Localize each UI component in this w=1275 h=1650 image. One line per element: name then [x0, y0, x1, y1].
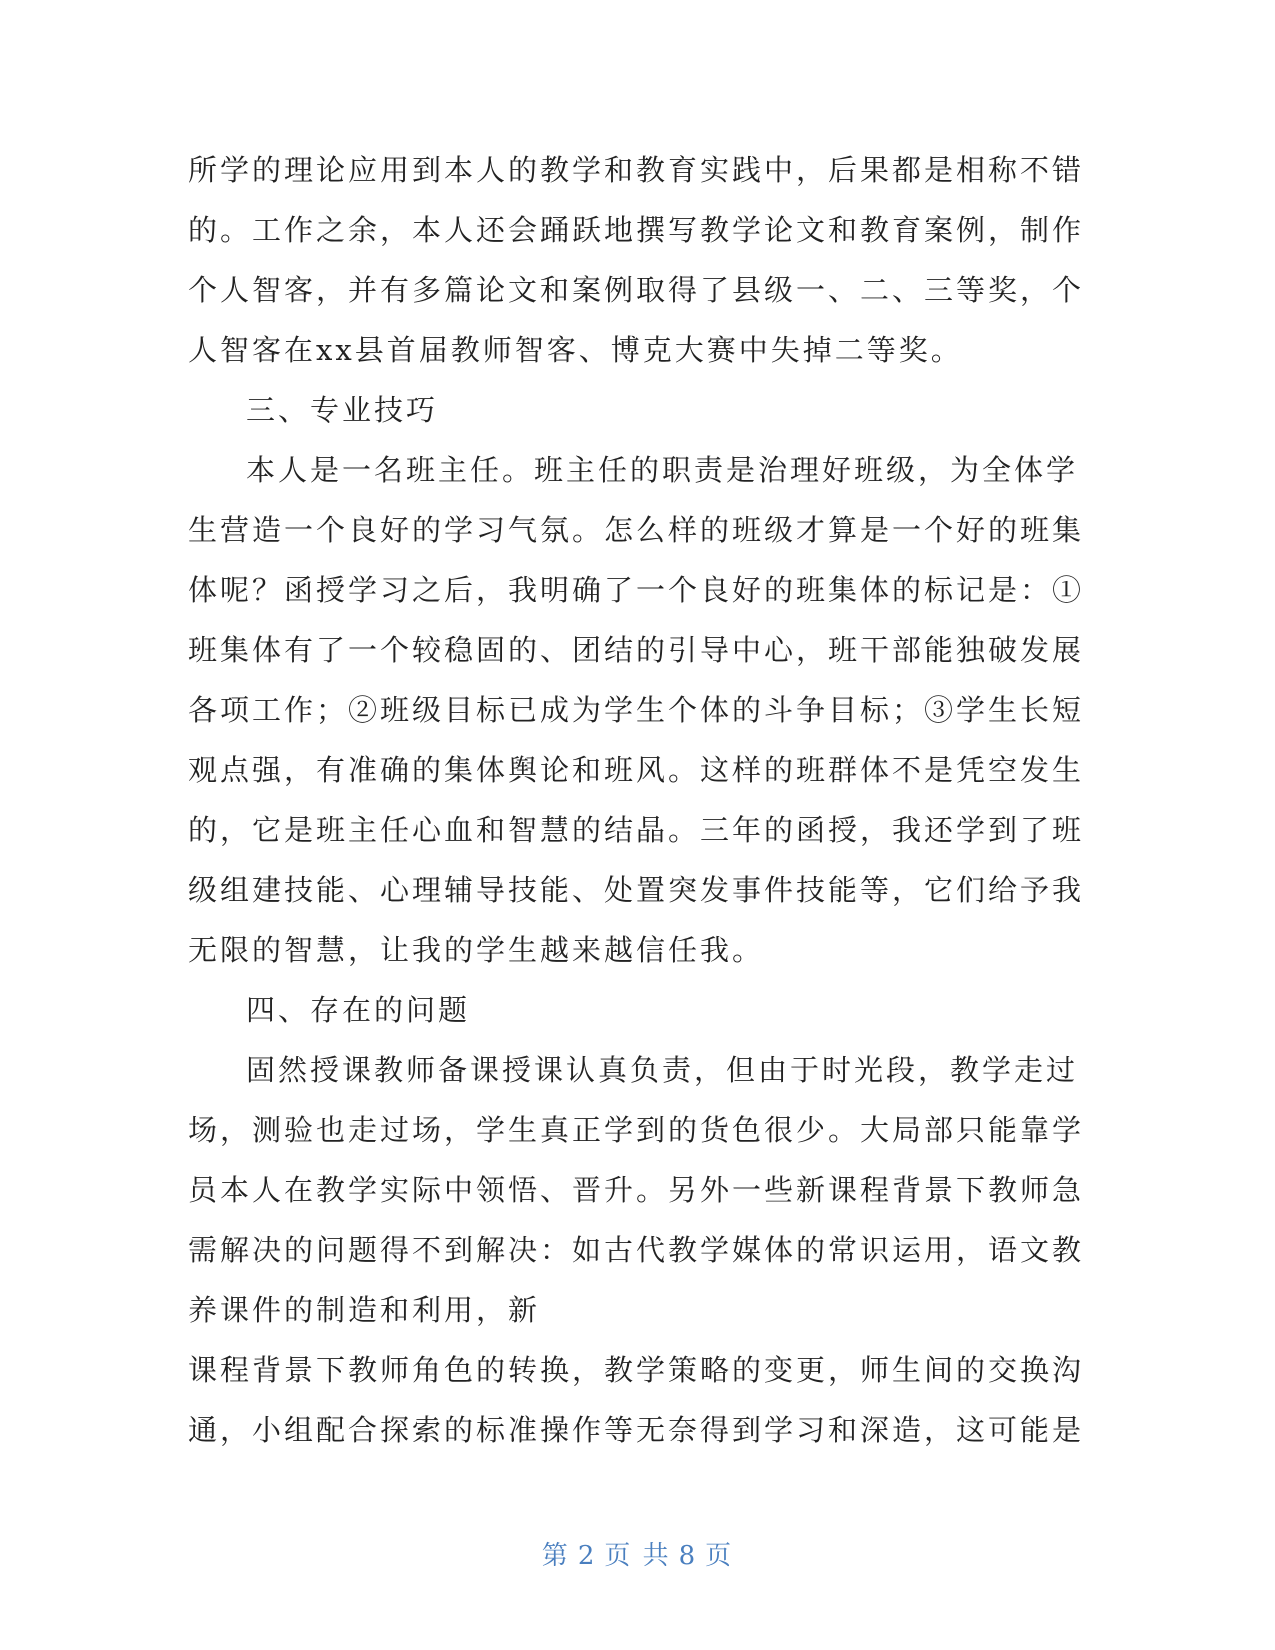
total-page-count: 8 — [678, 1541, 698, 1571]
footer-suffix: 页 — [705, 1541, 734, 1571]
text-line: 养课件的制造和利用，新 — [188, 1293, 541, 1327]
section-heading-problems: 四、存在的问题 — [246, 993, 471, 1027]
footer-middle: 页 共 — [604, 1541, 671, 1571]
section-heading-skills: 三、专业技巧 — [246, 393, 439, 427]
text-line: 个人智客，并有多篇论文和案例取得了县级一、二、三等奖，个 — [188, 273, 1085, 307]
paragraph-first-line: 固然授课教师备课授课认真负责，但由于时光段，教学走过 — [246, 1053, 1079, 1087]
text-line: 体呢？函授学习之后，我明确了一个良好的班集体的标记是：① — [188, 573, 1085, 607]
text-line: 观点强，有准确的集体舆论和班风。这样的班群体不是凭空发生 — [188, 753, 1085, 787]
text-line: 的，它是班主任心血和智慧的结晶。三年的函授，我还学到了班 — [188, 813, 1085, 847]
document-body — [188, 140, 1085, 1460]
text-line: 生营造一个良好的学习气氛。怎么样的班级才算是一个好的班集 — [188, 513, 1085, 547]
current-page-number: 2 — [577, 1541, 597, 1571]
text-line: 所学的理论应用到本人的教学和教育实践中，后果都是相称不错 — [188, 153, 1085, 187]
text-line: 课程背景下教师角色的转换，教学策略的变更，师生间的交换沟 — [188, 1353, 1085, 1387]
text-line: 班集体有了一个较稳固的、团结的引导中心，班干部能独破发展 — [188, 633, 1085, 667]
text-line: 各项工作；②班级目标已成为学生个体的斗争目标；③学生长短 — [188, 693, 1085, 727]
text-line: 的。工作之余，本人还会踊跃地撰写教学论文和教育案例，制作 — [188, 213, 1085, 247]
footer-prefix: 第 — [541, 1541, 570, 1571]
text-line: 通，小组配合探索的标准操作等无奈得到学习和深造，这可能是 — [188, 1413, 1085, 1447]
text-line: 场，测验也走过场，学生真正学到的货色很少。大局部只能靠学 — [188, 1113, 1085, 1147]
text-line: 需解决的问题得不到解决：如古代教学媒体的常识运用，语文教 — [188, 1233, 1085, 1267]
text-line: 级组建技能、心理辅导技能、处置突发事件技能等，它们给予我 — [188, 873, 1085, 907]
text-line: 员本人在教学实际中领悟、晋升。另外一些新课程背景下教师急 — [188, 1173, 1085, 1207]
text-line: 人智客在xx县首届教师智客、博克大赛中失掉二等奖。 — [188, 333, 963, 367]
page-number-footer — [0, 1535, 1275, 1572]
paragraph-first-line: 本人是一名班主任。班主任的职责是治理好班级，为全体学 — [246, 453, 1079, 487]
text-line: 无限的智慧，让我的学生越来越信任我。 — [188, 933, 765, 967]
